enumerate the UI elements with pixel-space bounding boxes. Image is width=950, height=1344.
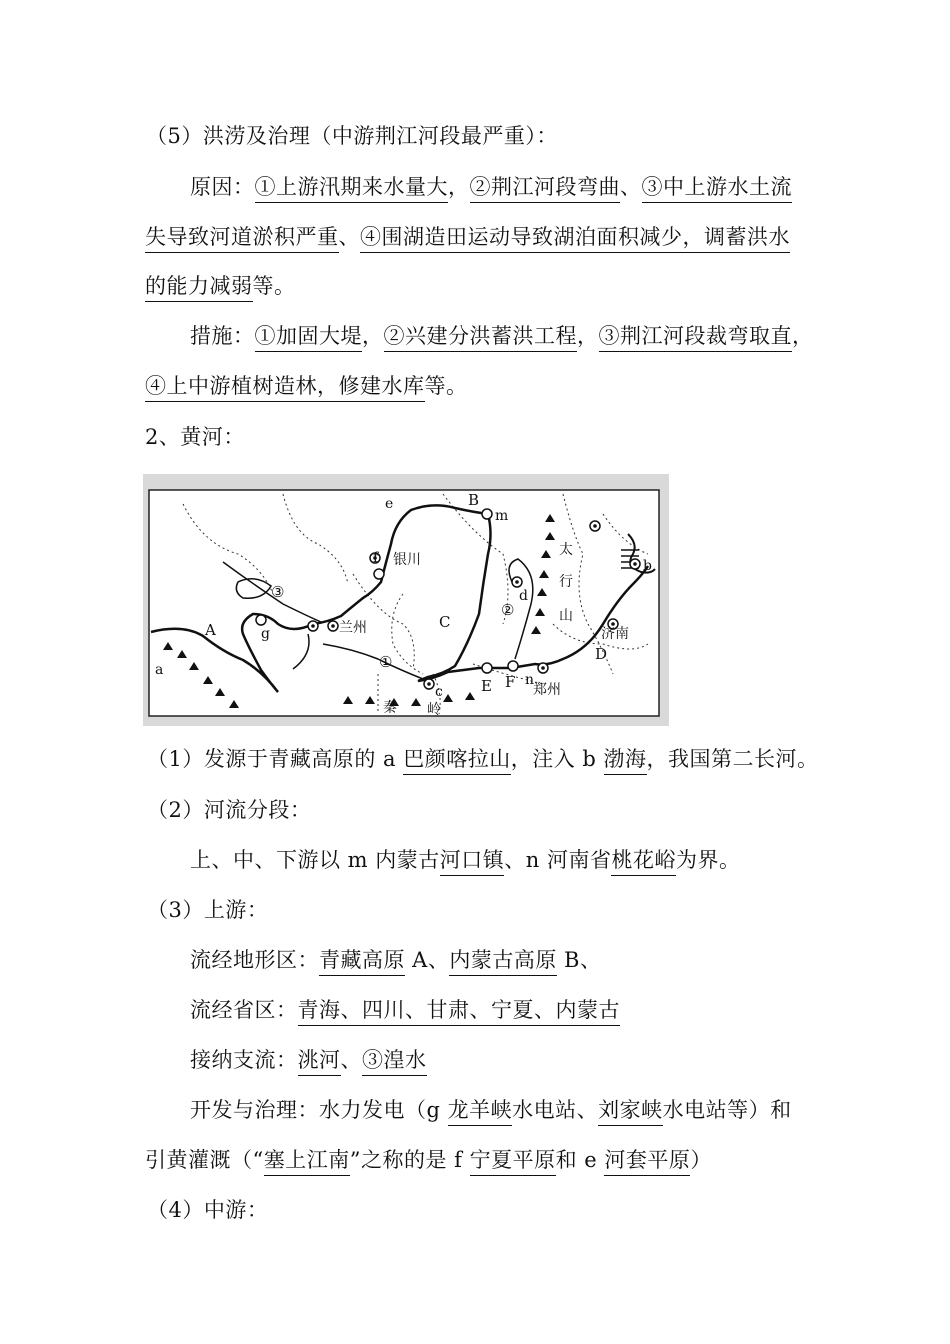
- map-label-c: c: [435, 684, 443, 700]
- reason-4b: 的能力减弱: [145, 274, 253, 302]
- map-label-n: n: [525, 672, 535, 688]
- yellow-river-map: [143, 474, 669, 726]
- map-label-B: B: [468, 491, 480, 509]
- map-label-a: a: [155, 662, 164, 678]
- saishang-jiangnan: 塞上江南: [264, 1148, 350, 1176]
- measure-1: ①加固大堤: [255, 324, 363, 352]
- tributary-taohe: 洮河: [298, 1048, 341, 1076]
- map-label-tai: 太: [559, 542, 573, 558]
- measure-4: ④上中游植树造林，修建水库: [145, 374, 425, 402]
- map-label-g: g: [261, 626, 270, 642]
- map-label-m: m: [495, 508, 509, 524]
- hetao-plain: 河套平原: [604, 1148, 690, 1176]
- reason-3a: ③中上游水土流: [642, 175, 793, 203]
- map-label-1: ①: [379, 653, 393, 671]
- flood-reasons-line1: 原因：①上游汛期来水量大，②荆江河段弯曲、③中上游水土流: [190, 172, 950, 202]
- map-label-2: ②: [501, 601, 515, 619]
- provinces-list: 青海、四川、甘肃、宁夏、内蒙古: [298, 998, 621, 1026]
- terrain-qingzang: 青藏高原: [319, 948, 405, 976]
- map-label-xing: 行: [559, 574, 573, 590]
- map-label-ling: 岭: [427, 702, 441, 718]
- map-label-lanzhou: 兰州: [339, 620, 367, 636]
- tributary-huangshui: ③湟水: [362, 1048, 427, 1076]
- measure-3: ③荆江河段裁弯取直: [599, 324, 793, 352]
- ningxia-plain: 宁夏平原: [470, 1148, 556, 1176]
- yr-source-line: （1）发源于青藏高原的 a 巴颜喀拉山，注入 b 渤海，我国第二长河。: [147, 744, 950, 774]
- liujiaxia: 刘家峡: [598, 1098, 663, 1126]
- flood-heading: （5）洪涝及治理（中游荆江河段最严重）：: [146, 124, 558, 148]
- yr-segments-heading: （2）河流分段：: [147, 798, 312, 822]
- hekou-town: 河口镇: [440, 848, 505, 876]
- flood-reasons-line3: 的能力减弱等。: [145, 271, 950, 301]
- measure-2: ②兴建分洪蓄洪工程: [384, 324, 578, 352]
- yr-upper-heading: （3）上游：: [147, 898, 269, 922]
- map-label-jinan: 济南: [601, 626, 629, 642]
- map-label-b: b: [643, 558, 652, 574]
- map-label-f: f: [373, 550, 379, 566]
- source-mountain: 巴颜喀拉山: [403, 747, 511, 775]
- reason-4a: ④围湖造田运动导致湖泊面积减少，调蓄洪水: [360, 225, 790, 253]
- map-label-e: e: [385, 496, 394, 512]
- reason-1: ①上游汛期来水量大: [255, 175, 449, 203]
- yr-irrigation-line: 引黄灌溉（“塞上江南”之称的是 f 宁夏平原和 e 河套平原）: [145, 1145, 950, 1175]
- terrain-neimenggu: 内蒙古高原: [449, 948, 557, 976]
- yr-middle-heading: （4）中游：: [147, 1198, 269, 1222]
- flood-measures-line1: 措施：①加固大堤，②兴建分洪蓄洪工程，③荆江河段裁弯取直，: [190, 321, 950, 351]
- reason-3b: 失导致河道淤积严重: [145, 225, 339, 253]
- map-label-yinchuan: 银川: [393, 552, 421, 568]
- yellow-river-title: 2、黄河：: [145, 425, 245, 449]
- map-label-C: C: [439, 613, 451, 631]
- map-label-E: E: [481, 677, 492, 695]
- map-label-shan: 山: [559, 608, 573, 624]
- yr-segments-line: 上、中、下游以 m 内蒙古河口镇、n 河南省桃花峪为界。: [190, 845, 950, 875]
- reason-2: ②荆江河段弯曲: [470, 175, 621, 203]
- yr-provinces-line: 流经省区：青海、四川、甘肃、宁夏、内蒙古: [190, 995, 950, 1025]
- map-label-3: ③: [271, 583, 285, 601]
- longyangxia: 龙羊峡: [448, 1098, 513, 1126]
- taohuayu: 桃花峪: [611, 848, 676, 876]
- flood-measures-line2: ④上中游植树造林，修建水库等。: [145, 371, 950, 401]
- map-label-d: d: [519, 588, 528, 604]
- outlet-sea: 渤海: [604, 747, 647, 775]
- map-label-zhengzhou: 郑州: [533, 682, 561, 698]
- yr-development-line: 开发与治理：水力发电（g 龙羊峡水电站、刘家峡水电站等）和: [190, 1095, 950, 1125]
- yr-tributaries-line: 接纳支流：洮河、③湟水: [190, 1045, 950, 1075]
- yr-terrain-line: 流经地形区：青藏高原 A、内蒙古高原 B、: [190, 945, 950, 975]
- map-frame: [149, 490, 659, 716]
- flood-reasons-line2: 失导致河道淤积严重、④围湖造田运动导致湖泊面积减少，调蓄洪水: [145, 222, 950, 252]
- map-label-F: F: [505, 673, 516, 691]
- map-drawing: [143, 474, 669, 726]
- map-label-qin: 秦: [383, 700, 397, 716]
- map-label-A: A: [205, 621, 216, 639]
- map-label-D: D: [595, 645, 608, 663]
